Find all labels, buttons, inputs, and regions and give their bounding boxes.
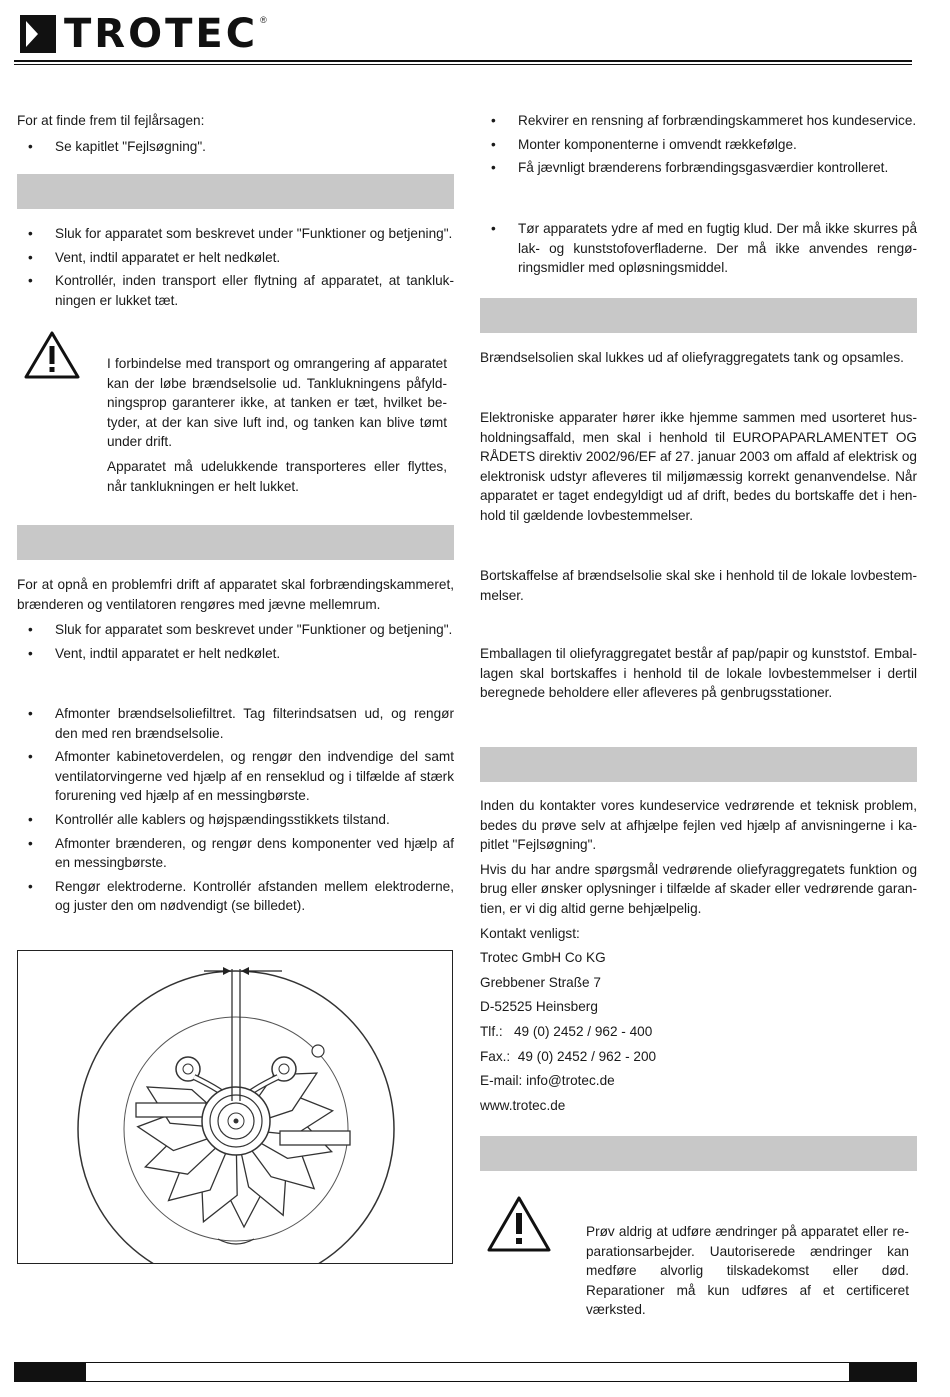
list-item: • Afmonter kabinetoverdelen, og rengør den indvendige del samt ventilatorvingerne ved hjælp af en renseklud og i tilfælde af stærk forurening ved hjælp af en messingbørste. — [17, 747, 454, 806]
footer-block-left — [14, 1362, 86, 1382]
list-item: • Vent, indtil apparatet er helt nedkølet. — [17, 644, 454, 664]
contact-fax: Fax.: 49 (0) 2452 / 962 - 200 — [480, 1048, 657, 1064]
burner-diagram — [18, 951, 453, 1264]
list-item: • Vent, indtil apparatet er helt nedkølet. — [17, 248, 454, 268]
list-item: • Kontrollér, inden transport eller flytning af apparatet, at tanklukningen er lukket tæt. — [17, 271, 454, 310]
trotec-logo-mark-icon — [18, 13, 58, 55]
header-rule — [14, 60, 912, 62]
maintenance-text: For at opnå en problemfri drift af apparatet skal forbrændingskammeret, brænderen og ventilatoren rengøres med jævne mellemrum. — [17, 577, 454, 612]
disposal-fuel-text: Bortskaffelse af brændselsolie skal ske i henhold til de lokale lovbestemmelser. — [480, 568, 917, 603]
exterior-list — [480, 219, 917, 278]
footer-block-right — [849, 1362, 917, 1382]
transport-section — [17, 224, 454, 314]
transport-warning — [107, 354, 447, 496]
safety-warning-text: Prøv aldrig at udføre ændringer på apparatet eller reparationsarbejder. Uautoriserede ændringer kan medføre alvorlig tilskadekomst eller død. Reparationer må kun udføres af et certificeret værksted. — [586, 1224, 909, 1318]
list-item: • Kontrollér alle kablers og højspændingsstikkets tilstand. — [17, 810, 454, 830]
customer-service-section — [480, 796, 917, 1120]
disposal-electronics-text: Elektroniske apparater hører ikke hjemme sammen med usorteret husholdningsaffald, men skal i henhold til EUROPAPARLAMENTET OG RÅDETS direktiv 2002/96/EF af 27. januar 2003 om affald af elektrisk og elektronisk udstyr afleveres til miljømæssig korrekt genanvendelse. Når apparatet er taget endegyldigt ud af drift, bedes du bortskaffe det i henhold til gældende lovbestemmelser. — [480, 410, 917, 523]
service-paragraph: Inden du kontakter vores kundeservice vedrørende et teknisk problem, bedes du prøve selv at afhjælpe fejlen ved hjælp af anvisningerne i kapitlet "Fejlsøgning". — [480, 798, 917, 853]
disposal-packaging — [480, 644, 917, 703]
list-item: • Monter komponenterne i omvendt rækkefølge. — [480, 135, 917, 155]
brand-name: TROTEC — [64, 11, 259, 57]
exterior-cleaning-section — [480, 219, 917, 282]
contact-company: Trotec GmbH Co KG — [480, 950, 606, 966]
burner-electrode-figure — [17, 950, 453, 1264]
contact-email[interactable]: E-mail: info@trotec.de — [480, 1073, 615, 1089]
section-heading-bar-transport — [17, 174, 454, 209]
list-item: • Rekvirer en rensning af forbrændingskammeret hos kundeservice. — [480, 111, 917, 131]
service-paragraph: Hvis du har andre spørgsmål vedrørende oliefyraggregatets funktion og brug eller ønsker oplysninger i tilfælde af skader eller vedrørende garantien, er vi dig altid gerne behjælpelig. — [480, 861, 917, 916]
service-cleaning-section — [480, 111, 917, 182]
list-item: • Afmonter brænderen, og rengør dens komponenter ved hjælp af en messingbørste. — [17, 834, 454, 873]
section-heading-bar-safety — [480, 1136, 917, 1171]
contact-street: Grebbener Straße 7 — [480, 974, 601, 990]
section-heading-bar-disposal — [480, 298, 917, 333]
list-item: • Afmonter brændselsoliefiltret. Tag filterindsatsen ud, og rengør den med ren brændselsolie. — [17, 704, 454, 743]
page-footer — [14, 1362, 917, 1382]
intro-list — [17, 137, 454, 157]
trotec-logo — [18, 12, 267, 56]
disposal-packaging-text: Emballagen til oliefyraggregatet består af pap/papir og kunststof. Emballagen skal bortskaffes i henhold til de lokale lovbestemmelser i dertil beregnede beholdere eller afleveres på genbrugsstationer. — [480, 646, 917, 701]
list-item: • Tør apparatets ydre af med en fugtig klud. Der må ikke skurres på lak- og kunststofoverfladerne. Der må ikke anvendes rengøringsmidler med opløsningsmiddel. — [480, 219, 917, 278]
list-item: • Sluk for apparatet som beskrevet under "Funktioner og betjening". — [17, 224, 454, 244]
maintenance-section — [17, 575, 454, 667]
list-item: • Få jævnligt brænderens forbrændingsgasværdier kontrolleret. — [480, 158, 917, 178]
cleaning-section — [17, 704, 454, 920]
disposal-fuel — [480, 566, 917, 605]
warning-triangle-icon — [23, 330, 81, 380]
section-heading-bar-maintenance — [17, 525, 454, 560]
contact-phone: Tlf.: 49 (0) 2452 / 962 - 400 — [480, 1023, 653, 1039]
list-item: • Sluk for apparatet som beskrevet under "Funktioner og betjening". — [17, 620, 454, 640]
list-item: • Rengør elektroderne. Kontrollér afstanden mellem elektroderne, og juster den om nødvendigt (se billedet). — [17, 877, 454, 916]
section-heading-bar-customer-service — [480, 747, 917, 782]
disposal-oil — [480, 348, 917, 368]
warning-paragraph: Apparatet må udelukkende transporteres eller flyttes, når tanklukningen er helt lukket. — [107, 458, 447, 494]
contact-city: D-52525 Heinsberg — [480, 999, 598, 1015]
warning-paragraph: I forbindelse med transport og omrangering af apparatet kan der løbe brændselsolie ud. Tanklukningens påfyldningsprop garanterer ikke, at tanken er tæt, hvilket betyder, at der kan sive luft ind, og tanken kan blive tømt under drift. — [107, 356, 447, 450]
contact-label: Kontakt venligst: — [480, 925, 580, 941]
intro-section — [17, 111, 454, 160]
intro-text: For at finde frem til fejlårsagen: — [17, 113, 205, 128]
header-rule-thin — [14, 64, 912, 65]
transport-list — [17, 224, 454, 310]
maintenance-list — [17, 620, 454, 663]
disposal-oil-text: Brændselsolien skal lukkes ud af oliefyraggregatets tank og opsamles. — [480, 350, 904, 365]
service-list — [480, 111, 917, 178]
contact-website[interactable]: www.trotec.de — [480, 1097, 566, 1113]
disposal-electronics — [480, 408, 917, 526]
list-item: • Se kapitlet "Fejlsøgning". — [17, 137, 454, 157]
cleaning-list — [17, 704, 454, 916]
safety-warning — [586, 1222, 909, 1320]
warning-triangle-icon — [486, 1195, 552, 1253]
registered-mark: ® — [260, 15, 267, 25]
footer-line — [86, 1362, 849, 1382]
